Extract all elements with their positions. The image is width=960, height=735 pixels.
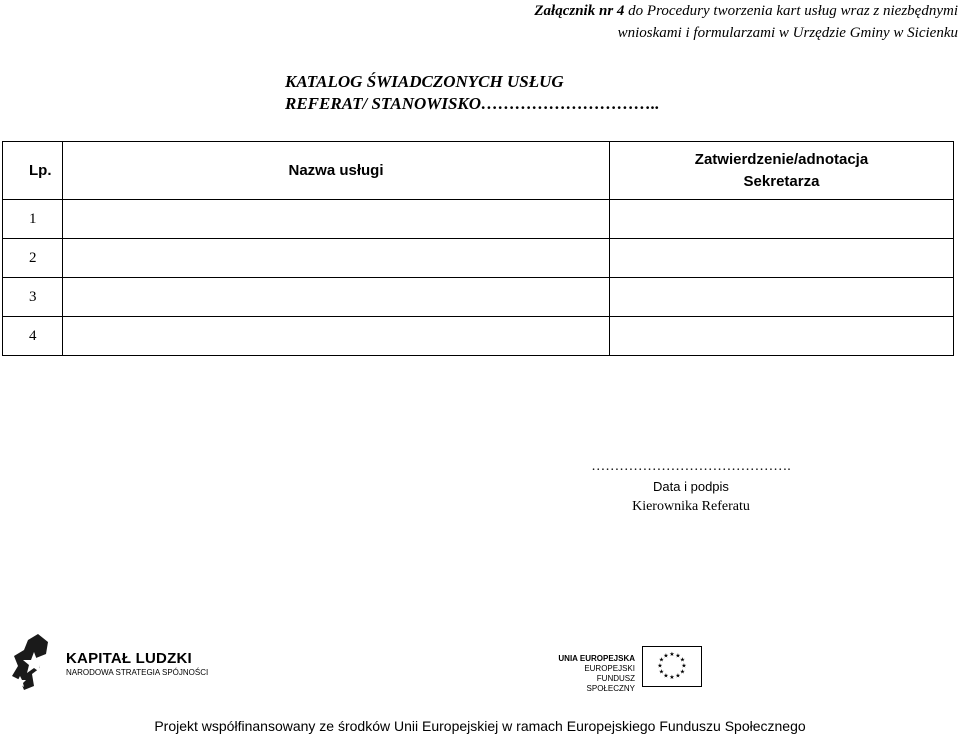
department-field[interactable]: REFERAT/ STANOWISKO………………………….. bbox=[285, 94, 660, 113]
svg-text:★: ★ bbox=[663, 652, 669, 660]
service-name-cell[interactable] bbox=[63, 239, 610, 278]
kapital-ludzki-emblem-icon bbox=[10, 632, 60, 694]
table-header-row bbox=[3, 142, 954, 200]
svg-text:★: ★ bbox=[658, 668, 665, 676]
eu-line3: FUNDUSZ SPOŁECZNY bbox=[586, 674, 635, 693]
table-row bbox=[3, 239, 954, 278]
svg-text:★: ★ bbox=[679, 656, 686, 664]
kapital-ludzki-title: KAPITAŁ LUDZKI bbox=[66, 650, 192, 667]
signature-role-label: Kierownika Referatu bbox=[632, 499, 750, 514]
svg-text:★: ★ bbox=[679, 668, 686, 676]
attachment-header-line2: wnioskami i formularzami w Urzędzie Gminy w Sicienku bbox=[617, 25, 958, 41]
approval-cell[interactable] bbox=[610, 278, 954, 317]
header-approval-line1: Zatwierdzenie/adnotacja bbox=[694, 150, 869, 168]
signature-line[interactable]: ……………………………………. bbox=[591, 459, 791, 474]
table-row bbox=[3, 278, 954, 317]
services-table bbox=[2, 141, 954, 356]
svg-text:★: ★ bbox=[658, 656, 665, 664]
service-name-cell[interactable] bbox=[63, 278, 610, 317]
signature-date-label: Data i podpis bbox=[653, 479, 729, 494]
header-approval bbox=[610, 142, 954, 200]
eu-flag-icon bbox=[642, 646, 702, 687]
svg-text:★: ★ bbox=[657, 662, 663, 670]
kapital-ludzki-logo bbox=[10, 632, 209, 696]
svg-text:★: ★ bbox=[675, 652, 681, 660]
kapital-ludzki-text bbox=[66, 650, 208, 677]
attachment-number: Załącznik nr 4 bbox=[534, 3, 625, 19]
approval-cell[interactable] bbox=[610, 200, 954, 239]
svg-text:★: ★ bbox=[675, 672, 681, 680]
funding-footer: Projekt współfinansowany ze środków Unii Europejskiej w ramach Europejskiego Funduszu Społecznego bbox=[154, 718, 806, 734]
row-number: 4 bbox=[3, 317, 63, 356]
table-row bbox=[3, 317, 954, 356]
signature-block bbox=[560, 457, 822, 517]
document-title bbox=[285, 71, 660, 115]
eu-line1: UNIA EUROPEJSKA bbox=[558, 654, 635, 663]
row-number: 3 bbox=[3, 278, 63, 317]
service-name-cell[interactable] bbox=[63, 317, 610, 356]
approval-cell[interactable] bbox=[610, 317, 954, 356]
approval-cell[interactable] bbox=[610, 239, 954, 278]
row-number: 1 bbox=[3, 200, 63, 239]
service-name-cell[interactable] bbox=[63, 200, 610, 239]
header-approval-line2: Sekretarza bbox=[743, 172, 820, 190]
eu-logo bbox=[553, 646, 708, 693]
table-row bbox=[3, 200, 954, 239]
svg-text:★: ★ bbox=[663, 672, 669, 680]
row-number: 2 bbox=[3, 239, 63, 278]
attachment-header-line1-rest: do Procedury tworzenia kart usług wraz z niezbędnymi bbox=[624, 3, 958, 19]
catalog-title: KATALOG ŚWIADCZONYCH USŁUG bbox=[285, 72, 564, 91]
svg-text:★: ★ bbox=[669, 674, 675, 681]
svg-text:★: ★ bbox=[681, 662, 687, 670]
eu-line2: EUROPEJSKI bbox=[584, 664, 635, 673]
header-lp: Lp. bbox=[3, 142, 63, 200]
eu-logo-text bbox=[553, 654, 635, 694]
header-service-name: Nazwa usługi bbox=[63, 142, 610, 200]
attachment-header bbox=[534, 0, 958, 44]
kapital-ludzki-subtitle: NARODOWA STRATEGIA SPÓJNOŚCI bbox=[66, 668, 209, 677]
svg-text:★: ★ bbox=[669, 651, 675, 658]
attachment-header-line1 bbox=[534, 0, 958, 22]
